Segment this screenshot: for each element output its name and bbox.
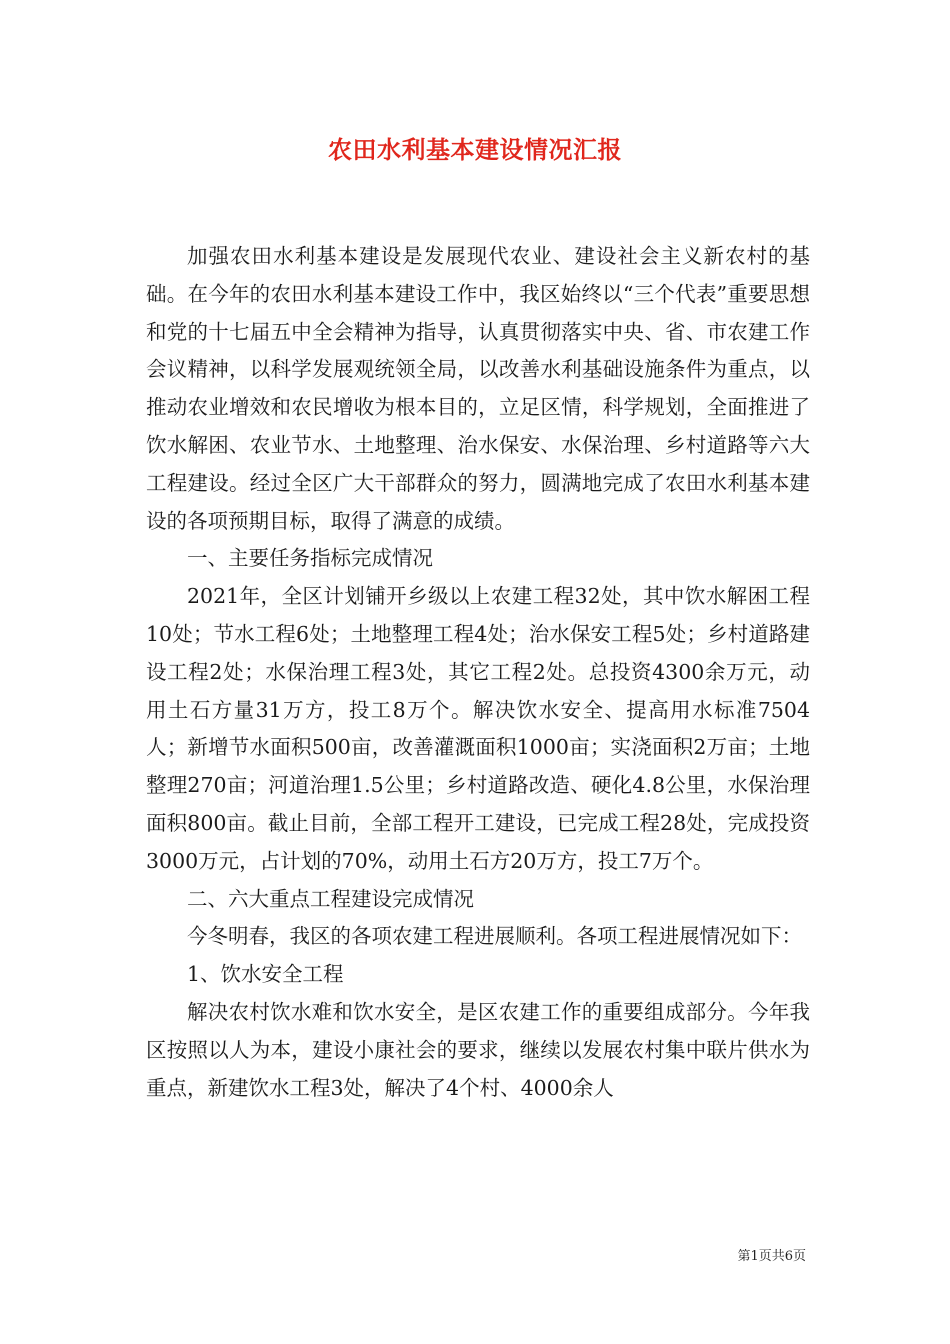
paragraph-drinking-water: 解决农村饮水难和饮水安全，是区农建工作的重要组成部分。今年我区按照以人为本，建设小康社会的要求，继续以发展农村集中联片供水为重点，新建饮水工程3处，解决了4个村、4000余人 [146, 999, 810, 1100]
section-heading-1: 一、主要任务指标完成情况 [187, 546, 433, 571]
document-body [146, 238, 810, 1107]
paragraph-intro: 加强农田水利基本建设是发展现代农业、建设社会主义新农村的基础。在今年的农田水利基本建设工作中，我区始终以“三个代表”重要思想和党的十七届五中全会精神为指导，认真贯彻落实中央、省、市农建工作会议精神，以科学发展观统领全局，以改善水利基础设施条件为重点，以推动农业增效和农民增收为根本目的，立足区情，科学规划，全面推进了饮水解困、农业节水、土地整理、治水保安、水保治理、乡村道路等六大工程建设。经过全区广大干部群众的努力，圆满地完成了农田水利基本建设的各项预期目标，取得了满意的成绩。 [146, 244, 810, 533]
paragraph-task-indicators: 2021年，全区计划铺开乡级以上农建工程32处，其中饮水解困工程10处；节水工程6处；土地整理工程4处；治水保安工程5处；乡村道路建设工程2处；水保治理工程3处，其它工程2处。总投资4300余万元，动用土石方量31万方，投工8万个。解决饮水安全、提高用水标准7504人；新增节水面积500亩，改善灌溉面积1000亩；实浇面积2万亩；土地整理270亩；河道治理1.5公里；乡村道路改造、硬化4.8公里，水保治理面积800亩。截止目前，全部工程开工建设，已完成工程28处，完成投资3000万元，占计划的70%，动用土石方20万方，投工7万个。 [146, 584, 810, 873]
paragraph-progress: 今冬明春，我区的各项农建工程进展顺利。各项工程进展情况如下： [187, 924, 802, 949]
document-title: 农田水利基本建设情况汇报 [328, 135, 622, 164]
page-number: 第1页共6页 [737, 1249, 806, 1264]
subsection-heading-1: 1、饮水安全工程 [187, 962, 344, 987]
section-heading-2: 二、六大重点工程建设完成情况 [187, 886, 474, 911]
